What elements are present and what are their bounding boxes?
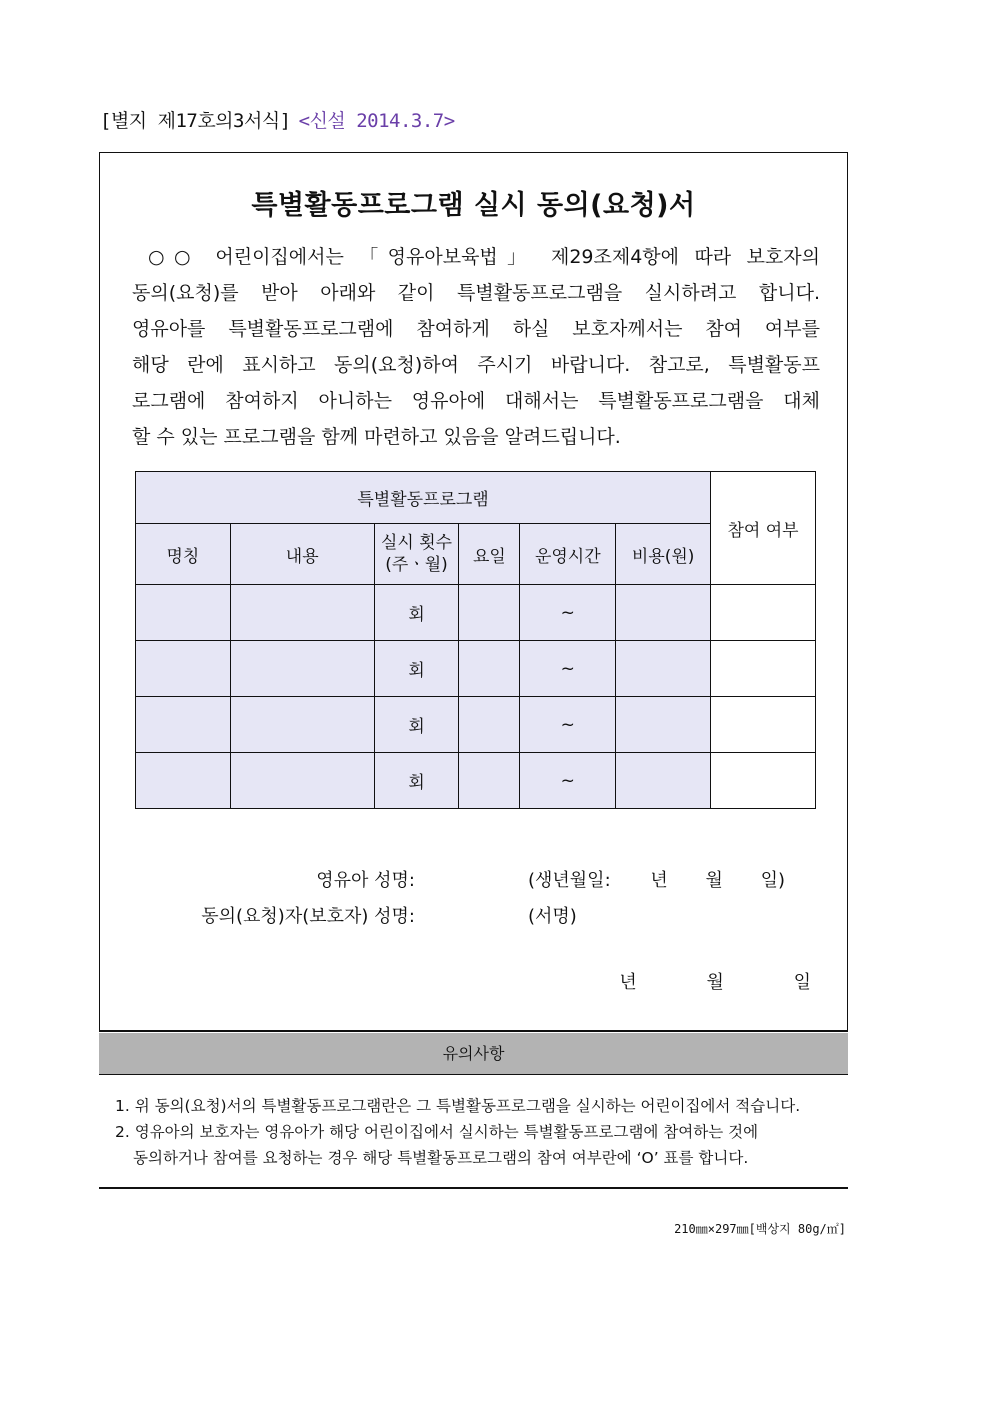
paper-spec: 210㎜×297㎜[백상지 80g/㎡]	[674, 1222, 846, 1236]
guardian-name-label: 동의(요청)자(보호자) 성명:	[201, 906, 415, 927]
consent-form	[99, 152, 848, 1032]
frequency-cell[interactable]	[374, 697, 459, 753]
bottom-divider	[99, 1187, 848, 1189]
weekday-cell[interactable]	[459, 697, 520, 753]
name-cell[interactable]	[136, 753, 231, 809]
intro-line: 동의(요청)를 받아 아래와 같이 특별활동프로그램을 실시하려고 합니다.	[132, 282, 820, 304]
time-separator: ~	[560, 658, 575, 679]
child-name-field[interactable]	[528, 866, 785, 890]
count-unit: 회	[408, 773, 425, 793]
date-month: 월	[706, 972, 724, 993]
weekday-cell[interactable]	[459, 641, 520, 697]
cost-cell[interactable]	[616, 585, 711, 641]
weekday-cell[interactable]	[459, 753, 520, 809]
col-header-weekday: 요일	[459, 524, 520, 585]
birth-year: 년	[650, 870, 668, 891]
time-separator: ~	[560, 770, 575, 791]
birth-day: 일)	[760, 870, 786, 891]
col-header-cost: 비용(원)	[616, 524, 711, 585]
time-separator: ~	[560, 714, 575, 735]
note-item: 1. 위 동의(요청)서의 특별활동프로그램란은 그 특별활동프로그램을 실시하는 어린이집에서 적습니다.	[115, 1097, 801, 1115]
form-number: [별지 제17호의3서식]	[100, 110, 291, 132]
date-field[interactable]	[619, 968, 811, 994]
note-item-continued: 동의하거나 참여를 요청하는 경우 해당 특별활동프로그램의 참여 여부란에 ‘O’ 표를 합니다.	[133, 1149, 749, 1167]
program-group-header: 특별활동프로그램	[136, 472, 711, 524]
frequency-cell[interactable]	[374, 585, 459, 641]
cost-cell[interactable]	[616, 753, 711, 809]
name-cell[interactable]	[136, 585, 231, 641]
cost-cell[interactable]	[616, 697, 711, 753]
notes-heading: 유의사항	[99, 1033, 848, 1075]
participation-cell[interactable]	[711, 697, 816, 753]
intro-line: 해당 란에 표시하고 동의(요청)하여 주시기 바랍니다. 참고로, 특별활동프	[132, 354, 820, 376]
form-number-header	[100, 106, 455, 133]
intro-line: 로그램에 참여하지 아니하는 영유아에 대해서는 특별활동프로그램을 대체	[132, 390, 820, 412]
count-unit: 회	[408, 605, 425, 625]
content-cell[interactable]	[230, 697, 374, 753]
birth-month: 월	[705, 870, 723, 891]
form-title: 특별활동프로그램 실시 동의(요청)서	[251, 190, 696, 221]
participation-cell[interactable]	[711, 753, 816, 809]
birth-date-label: (생년월일:	[528, 870, 611, 891]
operating-hours-cell[interactable]	[520, 753, 616, 809]
col-header-operating-hours: 운영시간	[520, 524, 616, 585]
date-year: 년	[619, 972, 637, 993]
name-cell[interactable]	[136, 697, 231, 753]
intro-line: 영유아를 특별활동프로그램에 참여하게 하실 보호자께서는 참여 여부를	[132, 318, 820, 340]
content-cell[interactable]	[230, 753, 374, 809]
name-cell[interactable]	[136, 641, 231, 697]
table-row	[136, 753, 816, 809]
frequency-cell[interactable]	[374, 753, 459, 809]
weekday-cell[interactable]	[459, 585, 520, 641]
frequency-cell[interactable]	[374, 641, 459, 697]
table-row	[136, 641, 816, 697]
amendment-date: <신설 2014.3.7>	[298, 110, 455, 132]
intro-paragraph	[132, 239, 820, 455]
content-cell[interactable]	[230, 641, 374, 697]
participation-cell[interactable]	[711, 585, 816, 641]
table-row	[136, 585, 816, 641]
intro-line: 할 수 있는 프로그램을 함께 마련하고 있음을 알려드립니다.	[132, 426, 621, 448]
operating-hours-cell[interactable]	[520, 641, 616, 697]
guardian-signature-field[interactable]	[528, 902, 577, 926]
participation-cell[interactable]	[711, 641, 816, 697]
count-unit: 회	[408, 661, 425, 681]
col-header-content: 내용	[230, 524, 374, 585]
count-unit: 회	[408, 717, 425, 737]
table-row	[136, 697, 816, 753]
notes-list	[115, 1093, 845, 1171]
operating-hours-cell[interactable]	[520, 697, 616, 753]
child-name-label: 영유아 성명:	[316, 870, 415, 891]
sign-label: (서명)	[528, 906, 577, 927]
date-day: 일	[793, 972, 811, 993]
content-cell[interactable]	[230, 585, 374, 641]
operating-hours-cell[interactable]	[520, 585, 616, 641]
participation-header: 참여 여부	[711, 472, 816, 585]
program-table	[135, 471, 816, 809]
time-separator: ~	[560, 602, 575, 623]
col-header-name: 명칭	[136, 524, 231, 585]
cost-cell[interactable]	[616, 641, 711, 697]
intro-line: ○○ 어린이집에서는 「영유아보육법」 제29조제4항에 따라 보호자의	[148, 246, 820, 268]
col-header-frequency: 실시 횟수 (주ㆍ월)	[374, 524, 459, 585]
note-item: 2. 영유아의 보호자는 영유아가 해당 어린이집에서 실시하는 특별활동프로그램에 참여하는 것에	[115, 1123, 759, 1141]
